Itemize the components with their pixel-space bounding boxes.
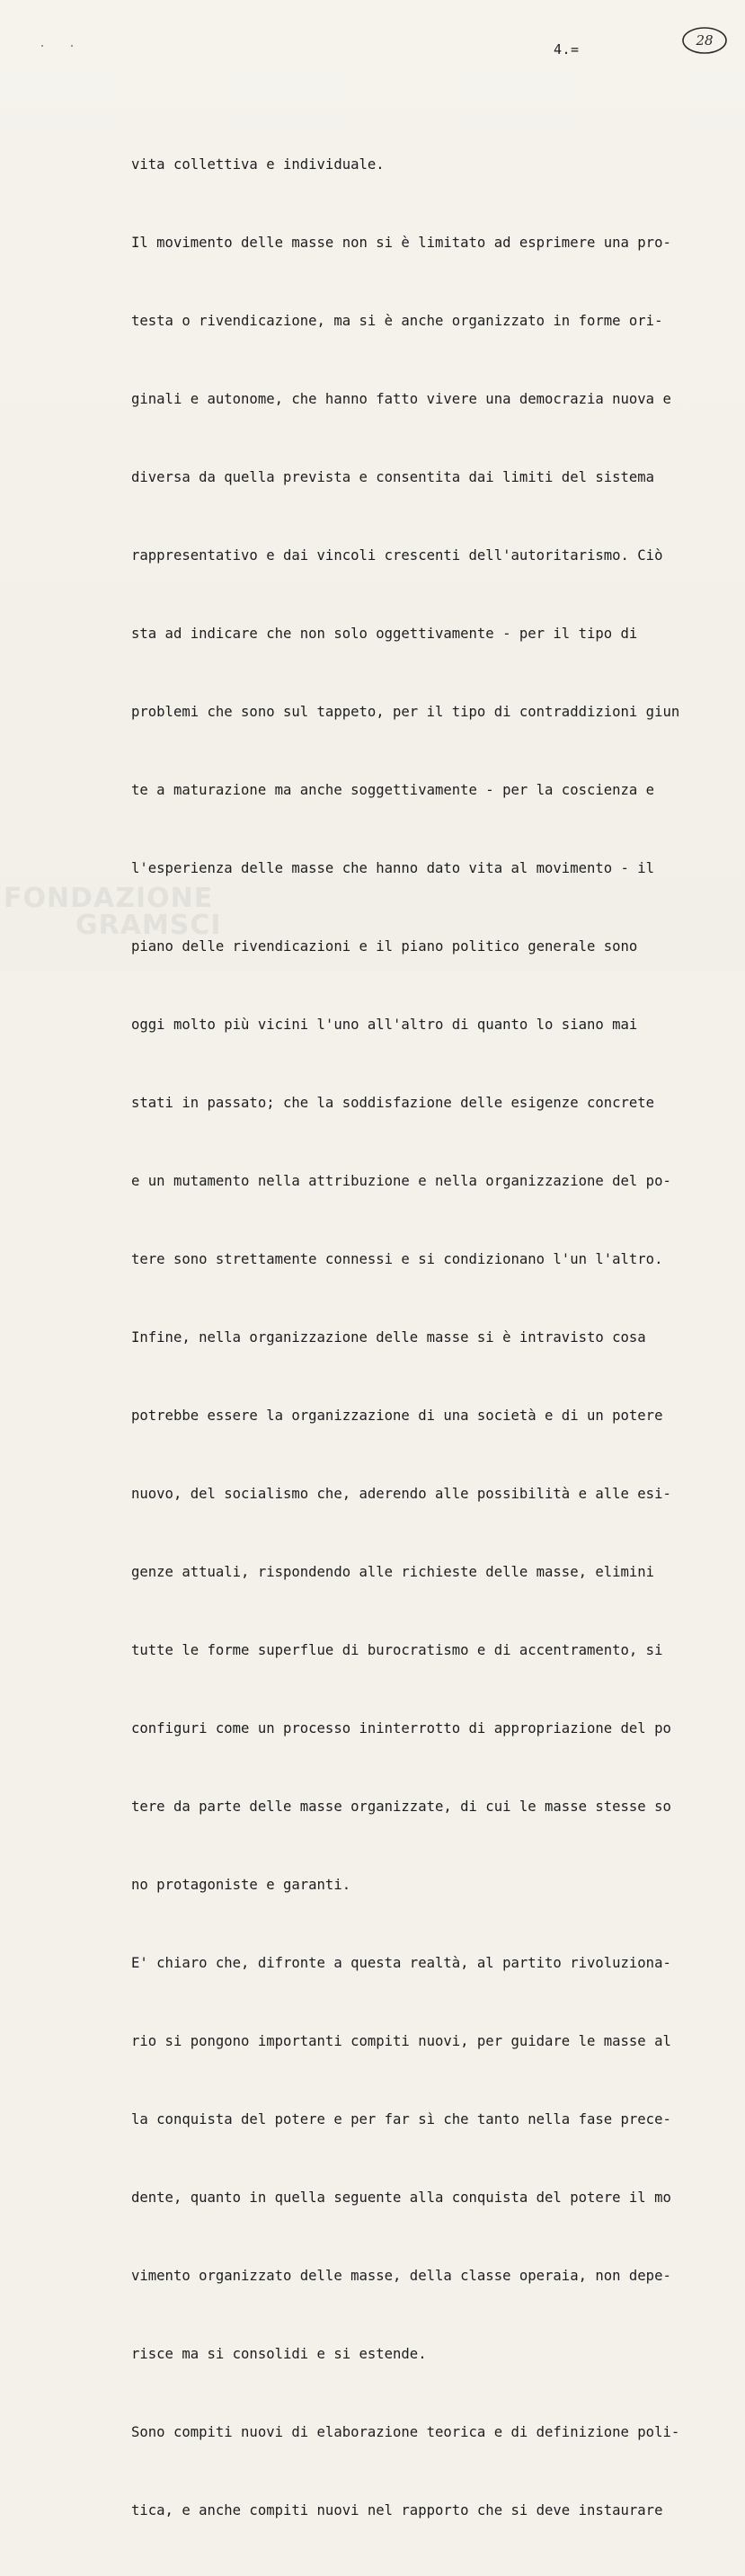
watermark-line: FONDAZIONE [4, 883, 214, 914]
text-line: configuri come un processo ininterrotto di appropriazione del po [131, 1720, 671, 1737]
text-line: tere sono strettamente connessi e si condizionano l'un l'altro. [131, 1251, 663, 1267]
text-line: potrebbe essere la organizzazione di una società e di un potere [131, 1408, 663, 1424]
archive-number: 28 [696, 32, 714, 49]
text-line: rio si pongono importanti compiti nuovi, per guidare le masse al [131, 2033, 671, 2049]
text-line: diversa da quella prevista e consentita dai limiti del sistema [131, 469, 655, 485]
text-line: no protagoniste e garanti. [131, 1877, 351, 1893]
margin-dot [41, 45, 43, 47]
text-line: tica, e anche compiti nuovi nel rapporto che si deve instaurare [131, 2502, 663, 2518]
text-line: sta ad indicare che non solo oggettivamente - per il tipo di [131, 626, 638, 642]
text-line: e un mutamento nella attribuzione e nella organizzazione del po- [131, 1173, 671, 1189]
page-number: 4.= [554, 41, 580, 58]
text-line: dente, quanto in quella seguente alla conquista del potere il mo [131, 2190, 671, 2206]
text-line: ginali e autonome, che hanno fatto vivere una democrazia nuova e [131, 391, 671, 407]
text-line: stati in passato; che la soddisfazione delle esigenze concrete [131, 1095, 655, 1111]
text-line: Sono compiti nuovi di elaborazione teorica e di definizione poli- [131, 2424, 680, 2440]
text-line: E' chiaro che, difronte a questa realtà, al partito rivoluziona- [131, 1955, 671, 1971]
text-line: testa o rivendicazione, ma si è anche organizzato in forme ori- [131, 313, 663, 329]
text-line: piano delle rivendicazioni e il piano politico generale sono [131, 938, 638, 955]
text-line: oggi molto più vicini l'uno all'altro di quanto lo siano mai [131, 1017, 638, 1033]
text-line: la conquista del potere e per far sì che tanto nella fase prece- [131, 2111, 671, 2127]
archive-stamp [680, 25, 729, 56]
text-line: tere da parte delle masse organizzate, di cui le masse stesse so [131, 1799, 671, 1815]
text-line: Infine, nella organizzazione delle masse si è intravisto cosa [131, 1329, 646, 1346]
typed-text-body [131, 100, 715, 2576]
text-line: vita collettiva e individuale. [131, 156, 385, 173]
text-line: genze attuali, rispondendo alle richieste delle masse, elimini [131, 1564, 655, 1580]
text-line: risce ma si consolidi e si estende. [131, 2346, 427, 2362]
watermark-line: GRAMSCI [75, 910, 222, 941]
text-line: problemi che sono sul tappeto, per il tipo di contraddizioni giun [131, 704, 680, 720]
text-line: l'esperienza delle masse che hanno dato vita al movimento - il [131, 860, 655, 876]
text-line: vimento organizzato delle masse, della classe operaia, non depe- [131, 2268, 671, 2284]
text-line: te a maturazione ma anche soggettivamente - per la coscienza e [131, 782, 655, 798]
text-line: rappresentativo e dai vincoli crescenti dell'autoritarismo. Ciò [131, 547, 663, 564]
text-line: Il movimento delle masse non si è limitato ad esprimere una pro- [131, 235, 671, 251]
foundation-watermark [4, 885, 222, 939]
text-line: tutte le forme superflue di burocratismo e di accentramento, si [131, 1642, 663, 1658]
margin-dot [71, 45, 73, 47]
text-line: nuovo, del socialismo che, aderendo alle possibilità e alle esi- [131, 1486, 671, 1502]
